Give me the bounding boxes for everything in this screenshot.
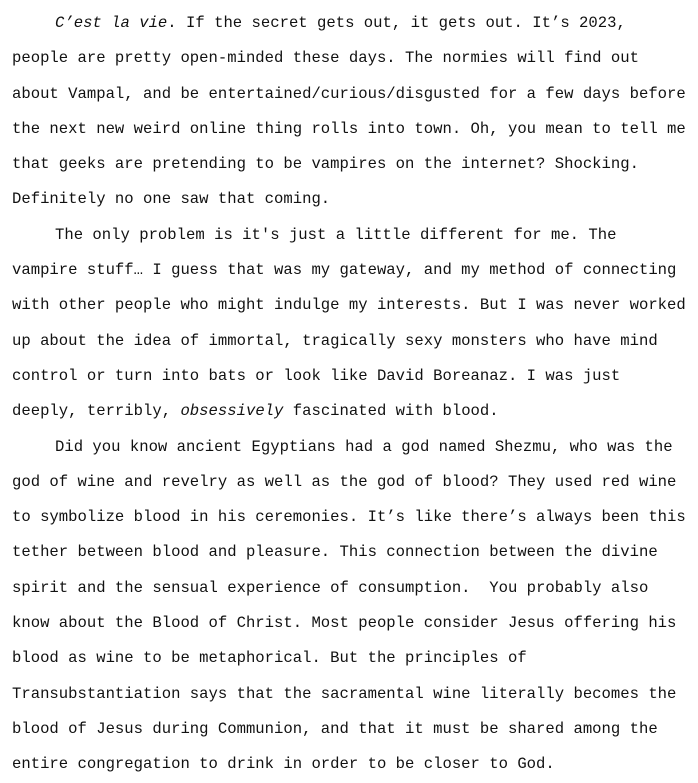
text-segment: deeply, terribly, [12, 402, 181, 421]
text-line: Transubstantiation says that the sacramental wine literally becomes the [12, 684, 677, 703]
text-line: the next new weird online thing rolls into town. Oh, you mean to tell me [12, 119, 686, 138]
text-line: people are pretty open-minded these days. The normies will find out [12, 49, 639, 68]
emphasis-text: obsessively [180, 402, 284, 421]
text-line: The only problem is it's just a little different for me. The [55, 225, 617, 244]
text-line: Definitely no one saw that coming. [12, 190, 331, 209]
emphasis-text: C’est la vie [55, 14, 168, 32]
text-segment: fascinated with blood. [283, 402, 499, 421]
text-line: blood of Jesus during Communion, and that it must be shared among the [12, 719, 658, 738]
paragraph-3 [12, 430, 698, 783]
text-line [12, 6, 698, 41]
text-line: with other people who might indulge my interests. But I was never worked [12, 296, 686, 315]
text-line: blood as wine to be metaphorical. But the principles of [12, 649, 527, 668]
paragraph-1 [12, 6, 698, 218]
text-line: Did you know ancient Egyptians had a god named Shezmu, who was the [55, 437, 673, 456]
text-line [12, 394, 698, 429]
text-line: up about the idea of immortal, tragically sexy monsters who have mind [12, 331, 658, 350]
text-line: entire congregation to drink in order to be closer to God. [12, 755, 555, 774]
text-line: know about the Blood of Christ. Most people consider Jesus offering his [12, 614, 677, 633]
paragraph-2 [12, 218, 698, 430]
text-line: god of wine and revelry as well as the god of blood? They used red wine [12, 472, 677, 491]
text-line: that geeks are pretending to be vampires on the internet? Shocking. [12, 155, 639, 174]
text-line: about Vampal, and be entertained/curious/disgusted for a few days before [12, 84, 686, 103]
text-segment: . If the secret gets out, it gets out. It’s 2023, [167, 14, 626, 32]
text-line: tether between blood and pleasure. This connection between the divine [12, 543, 658, 562]
text-line: control or turn into bats or look like David Boreanaz. I was just [12, 366, 621, 385]
text-line: vampire stuff… I guess that was my gateway, and my method of connecting [12, 261, 677, 280]
text-line: spirit and the sensual experience of consumption. You probably also [12, 578, 649, 597]
text-line: to symbolize blood in his ceremonies. It’s like there’s always been this [12, 508, 686, 527]
